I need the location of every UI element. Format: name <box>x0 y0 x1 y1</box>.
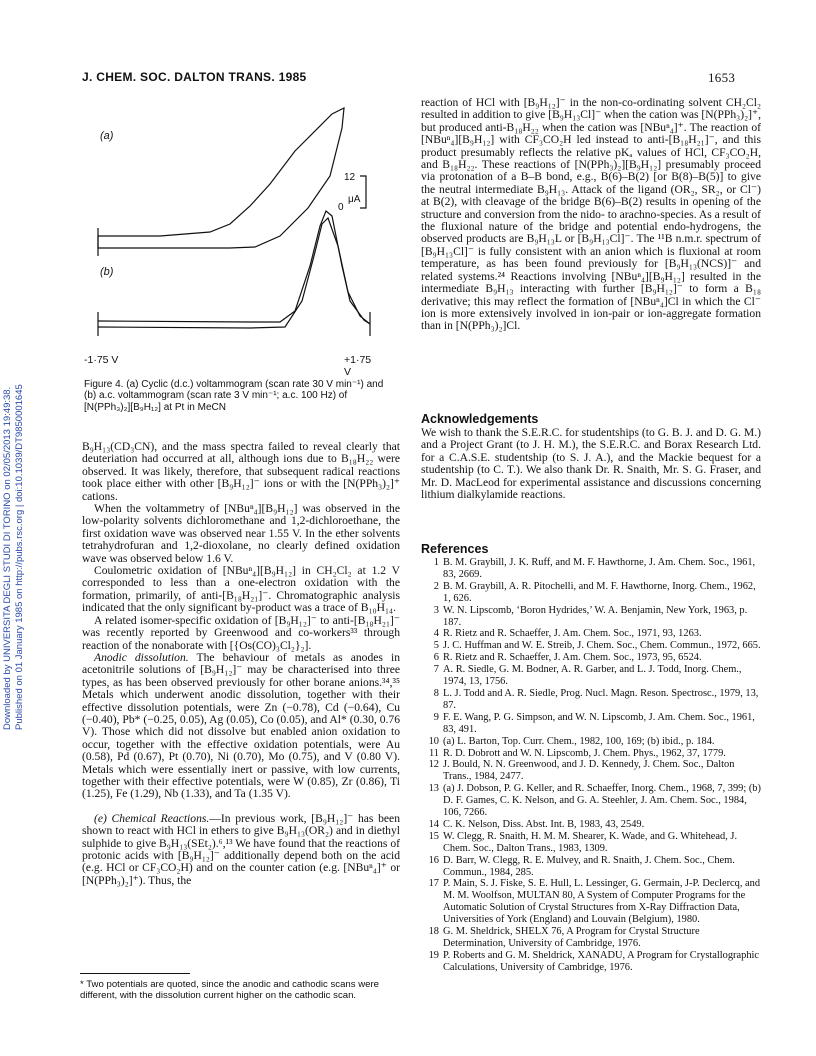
paragraph: When the voltammetry of [NBuⁿ₄][B₉H₁₂] was observed in the low-polarity solvents dichloromethane and 1,2-dichloroethane, the first oxidation wave was observed near 1.55 V. In the ether solvents tetrahydrofuran and 1,2-dioxolane, no clearly defined oxidation wave was observed below 1.6 V. <box>82 502 400 565</box>
paragraph <box>82 652 400 801</box>
reference-text: A. R. Siedle, G. M. Bodner, A. R. Garber, and L. J. Todd, Inorg. Chem., 1974, 13, 1756. <box>443 664 742 688</box>
subsection-title: Anodic dissolution. <box>94 650 189 664</box>
reference-number: 11 <box>428 747 439 759</box>
ac-trace-b-return <box>98 218 370 328</box>
reference-text: L. J. Todd and A. R. Siedle, Prog. Nucl. Magn. Reson. Spectrosc., 1979, 13, 87. <box>443 687 759 711</box>
voltammogram-plot <box>80 96 380 386</box>
reference-item <box>421 759 761 783</box>
figure-caption: Figure 4. (a) Cyclic (d.c.) voltammogram (scan rate 30 V min⁻¹) and (b) a.c. voltammogram (scan rate 3 V min⁻¹; a.c. 100 Hz) of [N(PPh₃)₂][B₉H₁₂] at Pt in MeCN <box>84 379 384 413</box>
reference-text: R. D. Dobrott and W. N. Lipscomb, J. Chem. Phys., 1962, 37, 1779. <box>443 747 726 759</box>
reference-text: C. K. Nelson, Diss. Abst. Int. B, 1983, 43, 2549. <box>443 818 645 830</box>
figure-4-voltammogram <box>80 96 380 386</box>
x-axis-left-label: -1·75 V <box>84 354 119 366</box>
reference-text: B. M. Graybill, J. K. Ruff, and M. F. Hawthorne, J. Am. Chem. Soc., 1961, 83, 2669. <box>443 557 756 580</box>
footnote: * Two potentials are quoted, since the anodic and cathodic scans were different, with the dissolution current higher on the cathodic scan. <box>80 979 380 1001</box>
footnote-rule <box>80 973 190 974</box>
reference-number: 14 <box>428 818 439 830</box>
reference-text: P. Roberts and G. M. Sheldrick, XANADU, A Program for Crystallographic Calculations, University of Cambridge, 1976. <box>443 949 760 973</box>
reference-item <box>421 855 761 879</box>
label-a: (a) <box>100 130 114 142</box>
reference-number: 15 <box>428 830 439 842</box>
page-number: 1653 <box>708 70 736 85</box>
reference-item <box>421 628 761 640</box>
reference-number: 17 <box>428 878 439 890</box>
paragraph: Coulometric oxidation of [NBuⁿ₄][B₉H₁₂] in CH₂Cl₂ at 1.2 V corresponded to less than a one-electron oxidation with the formation, primarily, of anti-[B₁₈H₂₁]⁻. Chromatographic analysis indicated that the only significant by-product was a trace of B₁₀H₁₄. <box>82 564 400 615</box>
reference-item <box>421 581 761 605</box>
acknowledgements-heading: Acknowledgements <box>421 412 539 426</box>
reference-number: 1 <box>433 557 439 568</box>
references-heading: References <box>421 542 489 556</box>
reference-text: R. Rietz and R. Schaeffer, J. Am. Chem. Soc., 1971, 93, 1263. <box>443 628 702 640</box>
reference-item <box>421 736 761 748</box>
paragraph: A related isomer-specific oxidation of [B₉H₁₂]⁻ to anti-[B₁₈H₂₁]⁻ was recently reported by Greenwood and co-workers³³ through reaction of the nonaborate with [{Os(CO)₃Cl₂}₂]. <box>82 613 400 652</box>
reference-text: F. E. Wang, P. G. Simpson, and W. N. Lipscomb, J. Am. Chem. Soc., 1961, 83, 491. <box>443 711 755 735</box>
reference-number: 9 <box>433 711 439 723</box>
reference-text: G. M. Sheldrick, SHELX 76, A Program for Crystal Structure Determination, University of Cambridge, 1976. <box>443 926 700 949</box>
reference-text: (a) J. Dobson, P. G. Keller, and R. Schaeffer, Inorg. Chem., 1968, 7, 399; (b) D. F. Games, C. K. Nelson, and G. A. Steehler, J. Am. Chem. Soc., 1984, 106, 7266. <box>443 783 761 819</box>
unit-label: μA <box>348 194 361 205</box>
reference-text: R. Rietz and R. Schaeffer, J. Am. Chem. Soc., 1973, 95, 6524. <box>443 652 702 664</box>
paragraph: B₉H₁₃(CD₃CN), and the mass spectra failed to reveal clearly that deuteriation had occurred at all, although ions due to B₁₈H₂₂ were observed. It was likely, therefore, that subsequent radical reactions took place either with other [B₉H₁₂]⁻ ions or with the [N(PPh₃)₂]⁺ cations. <box>82 440 400 503</box>
reference-item <box>421 926 761 950</box>
reference-text: P. Main, S. J. Fiske, S. E. Hull, L. Lessinger, G. Germain, J-P. Declercq, and M. M. Woolfson, MULTAN 80, A System of Computer Programs for the Automatic Solution of Crystal Structures from X-Ray Diffraction Data, Universities of York (England) and Louvain (Belgium), 1980. <box>443 878 761 926</box>
reference-item <box>421 688 761 712</box>
reference-text: J. C. Huffman and W. E. Streib, J. Chem. Soc., Chem. Commun., 1972, 665. <box>443 640 761 652</box>
reference-text: W. Clegg, R. Snaith, H. M. M. Shearer, K. Wade, and G. Whitehead, J. Chem. Soc., Dalton Trans., 1983, 1309. <box>443 830 738 854</box>
reference-item <box>421 664 761 688</box>
reference-item <box>421 950 761 974</box>
download-notice <box>2 250 25 730</box>
reference-number: 12 <box>428 759 439 771</box>
subsection-title: (e) Chemical Reactions. <box>94 811 210 825</box>
ac-trace-b <box>98 211 370 324</box>
reference-number: 18 <box>428 926 439 938</box>
reference-number: 8 <box>433 687 439 699</box>
reference-text: (a) L. Barton, Top. Curr. Chem., 1982, 100, 169; (b) ibid., p. 184. <box>443 735 715 747</box>
reference-item <box>421 605 761 629</box>
download-notice-line1: Downloaded by UNIVERSITA DEGLI STUDI DI TORINO on 02/05/2013 19:49:38. <box>2 386 13 730</box>
x-axis-right-label: +1·75 V <box>344 354 372 378</box>
reference-number: 7 <box>433 664 439 676</box>
reference-item <box>421 557 761 581</box>
reference-number: 19 <box>428 949 439 961</box>
reference-item <box>421 878 761 926</box>
reference-number: 4 <box>433 628 439 640</box>
reference-item <box>421 748 761 760</box>
reference-number: 10 <box>428 735 439 747</box>
reference-text: W. N. Lipscomb, ‘Boron Hydrides,’ W. A. Benjamin, New York, 1963, p. 187. <box>443 604 748 628</box>
reference-text: J. Bould, N. N. Greenwood, and J. D. Kennedy, J. Chem. Soc., Dalton Trans., 1984, 2477. <box>443 759 735 783</box>
journal-header: J. CHEM. SOC. DALTON TRANS. 1985 <box>82 70 307 84</box>
left-column <box>82 441 400 887</box>
reference-number: 3 <box>433 604 439 616</box>
reference-number: 5 <box>433 640 439 652</box>
reference-number: 6 <box>433 652 439 664</box>
reference-text: B. M. Graybill, A. R. Pitochelli, and M. F. Hawthorne, Inorg. Chem., 1962, 1, 626. <box>443 580 756 604</box>
paragraph <box>82 813 400 887</box>
paragraph: reaction of HCl with [B₉H₁₂]⁻ in the non-co-ordinating solvent CH₂Cl₂ resulted in addition to give [B₉H₁₃Cl]⁻ when the cation was [N(PPh₃)₂]⁺, but produced anti-B₁₈H₂₂ when the cation was [NBuⁿ₄]⁺. The reaction of [NBuⁿ₄][B₉H₁₂] with CF₃CO₂H led instead to anti-[B₁₈H₂₁]⁻, and this product presumably reflects the relative pKₐ values of HCl, CF₃CO₂H, and B₁₈H₂₂. These reactions of [N(PPh₃)₂][B₉H₁₂] presumably proceed via protonation of a B–B bond, e.g., B(6)–B(2) [or B(8)–B(5)] to give the neutral intermediate B₉H₁₃. Attack of the ligand (OR₂, SR₂, or Cl⁻) at B(2), with cleavage of the bridge B(6)–B(2) results in opening of the structure and conversion from the nido- to arachno-species. As a result of the fluxional nature of the bridge and potential endo-hydrogens, the observed products are B₉H₁₃L or [B₉H₁₃Cl]⁻. The ¹¹B n.m.r. spectrum of [B₉H₁₃Cl]⁻ is fully consistent with an anion which is fluxional at room temperature, as has been found previously for [B₉H₁₃(NCS)]⁻ and related systems.²⁴ Reactions involving [NBuⁿ₄][B₉H₁₂] resulted in the intermediate B₉H₁₃ interacting with further [B₉H₁₂]⁻ to form a B₁₈ derivative; this may reflect the formation of [NBuⁿ₄]Cl in which the Cl⁻ ion is more extensively involved in ion-pair or ion-aggregate formation than in [N(PPh₃)₂]Cl. <box>421 96 761 333</box>
reference-number: 13 <box>428 783 439 795</box>
acknowledgements-text: We wish to thank the S.E.R.C. for studentships (to G. B. J. and D. G. M.) and a Project Grant (to J. H. M.), the S.E.R.C. and Borax Research Ltd. for a C.A.S.E. studentship (to S. J. A.), and the Mackie bequest for a studentship (to C. T.). We also thank Dr. R. Snaith, Mr. S. G. Fraser, and Mr. D. MacLeod for experimental assistance and discussions concerning lithium dialkylamide reactions. <box>421 426 761 502</box>
download-notice-line2[interactable]: Published on 01 January 1985 on http://pubs.rsc.org | doi:10.1039/DT9850001645 <box>14 384 25 730</box>
reference-number: 16 <box>428 854 439 866</box>
reference-list <box>421 557 761 974</box>
reference-text: D. Barr, W. Clegg, R. E. Mulvey, and R. Snaith, J. Chem. Soc., Chem. Commun., 1984, 285. <box>443 854 735 878</box>
paragraph-body: —In previous work, [B₉H₁₂]⁻ has been shown to react with HCl in ethers to give B₉H₁₃(OR₂) and in diethyl sulphide to give B₉H₁₃(SEt₂).⁶,¹³ We have found that the reactions of protonic acids with [B₉H₁₂]⁻ additionally depend both on the acid (e.g. HCl or CF₃CO₂H) and on the counter cation (e.g. [NBuⁿ₄]⁺ or [N(PPh₃)₂]⁺). Thus, the <box>82 811 400 887</box>
reference-item <box>421 783 761 819</box>
cv-trace-a <box>98 108 344 248</box>
reference-number: 2 <box>433 580 439 592</box>
label-b: (b) <box>100 266 114 278</box>
current-scale-bar <box>360 176 366 208</box>
scale-value: 12 <box>344 172 356 183</box>
reference-item <box>421 640 761 652</box>
reference-item <box>421 819 761 831</box>
right-column <box>421 97 761 333</box>
reference-item <box>421 712 761 736</box>
reference-item <box>421 831 761 855</box>
paragraph-body: The behaviour of metals as anodes in acetonitrile solutions of [B₉H₁₂]⁻ may be characterised into three types, as has been observed previously for other borane anions.³⁴,³⁵ Metals which underwent anodic dissolution, together with their effective dissolution potentials, were Zn (−0.78), Cd (−0.64), Cu (−0.40), Pb* (−0.25, 0.05), Ag (0.05), Co (0.05), and Al* (0.30, 0.76 V). Those which did not dissolve but enabled anion oxidation to occur, together with the effective oxidation potentials, were Au (0.58), Pd (0.67), Pt (0.70), Ni (0.70), Mo (0.75), and V (0.80 V). Metals which were essentially inert or passive, with low currents, together with their effective potentials, were W (0.85), Zr (0.86), Ti (1.25), Fe (1.29), Nb (1.33), and Ta (1.35 V). <box>82 650 400 801</box>
zero-label: 0 <box>338 202 344 213</box>
reference-item <box>421 652 761 664</box>
